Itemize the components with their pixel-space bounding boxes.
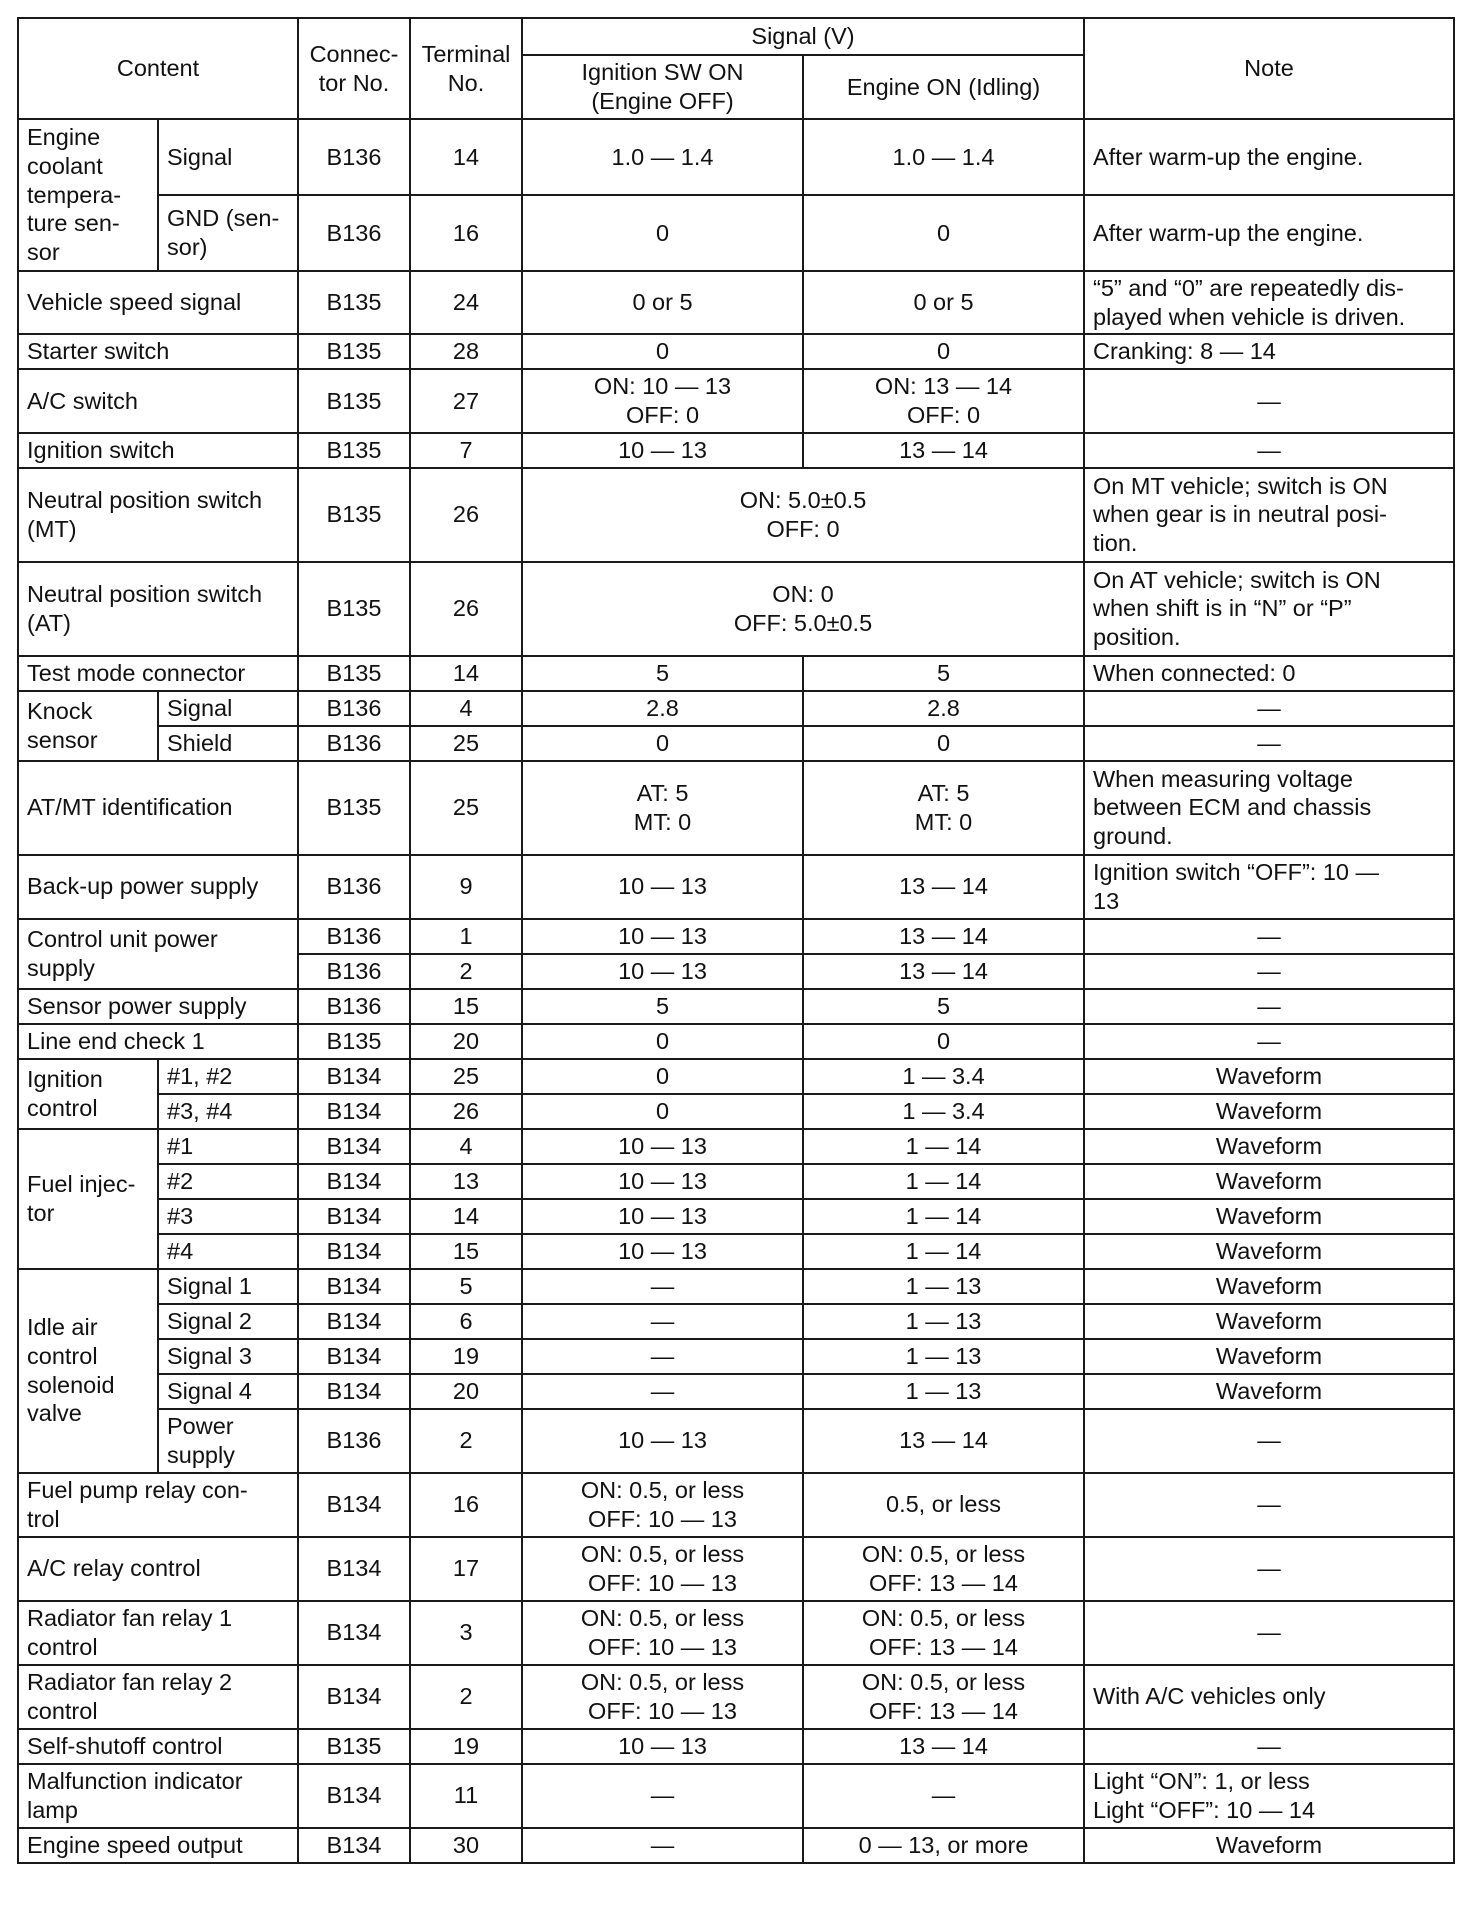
content-cell: Neutral position switch (AT) — [18, 562, 298, 656]
content-subitem-cell: #2 — [158, 1164, 298, 1199]
terminal-no-cell: 14 — [410, 119, 522, 195]
connector-no-cell: B136 — [298, 855, 410, 919]
note-cell: When connected: 0 — [1084, 656, 1454, 691]
terminal-no-cell: 7 — [410, 433, 522, 468]
connector-no-cell: B136 — [298, 691, 410, 726]
connector-no-cell: B134 — [298, 1234, 410, 1269]
note-cell: Waveform — [1084, 1094, 1454, 1129]
signal-engine-on-cell: ON: 13 — 14 OFF: 0 — [803, 369, 1084, 432]
note-cell: — — [1084, 691, 1454, 726]
terminal-no-cell: 28 — [410, 334, 522, 369]
connector-no-cell: B134 — [298, 1339, 410, 1374]
note-cell: — — [1084, 1601, 1454, 1665]
content-subitem-cell: #1, #2 — [158, 1059, 298, 1094]
content-subitem-cell: Signal — [158, 691, 298, 726]
note-cell: Waveform — [1084, 1304, 1454, 1339]
connector-no-cell: B136 — [298, 954, 410, 989]
terminal-no-cell: 14 — [410, 1199, 522, 1234]
signal-engine-on-cell: 13 — 14 — [803, 1409, 1084, 1473]
signal-ignition-on-cell: ON: 0.5, or less OFF: 10 — 13 — [522, 1601, 803, 1665]
note-cell: With A/C vehicles only — [1084, 1665, 1454, 1729]
signal-engine-on-cell: 1 — 14 — [803, 1199, 1084, 1234]
content-subitem-cell: #3 — [158, 1199, 298, 1234]
table-row — [18, 1537, 1454, 1601]
terminal-no-cell: 30 — [410, 1828, 522, 1863]
signal-engine-on-cell: 1 — 13 — [803, 1339, 1084, 1374]
signal-ignition-on-cell: 0 — [522, 1059, 803, 1094]
note-cell: — — [1084, 954, 1454, 989]
content-cell: AT/MT identification — [18, 761, 298, 855]
table-row — [18, 691, 1454, 726]
terminal-no-cell: 20 — [410, 1024, 522, 1059]
terminal-no-cell: 4 — [410, 1129, 522, 1164]
connector-no-cell: B134 — [298, 1269, 410, 1304]
note-cell: Waveform — [1084, 1234, 1454, 1269]
content-subitem-cell: Power supply — [158, 1409, 298, 1473]
signal-engine-on-cell: 0 — [803, 1024, 1084, 1059]
signal-ignition-on-cell: — — [522, 1269, 803, 1304]
signal-engine-on-cell: 1 — 14 — [803, 1129, 1084, 1164]
terminal-no-cell: 11 — [410, 1764, 522, 1828]
content-cell: A/C relay control — [18, 1537, 298, 1601]
terminal-no-cell: 24 — [410, 271, 522, 334]
signal-engine-on-cell: 13 — 14 — [803, 919, 1084, 954]
terminal-no-cell: 15 — [410, 989, 522, 1024]
signal-engine-on-cell: 1.0 — 1.4 — [803, 119, 1084, 195]
table-row — [18, 1234, 1454, 1269]
note-cell: On AT vehicle; switch is ON when shift is in “N” or “P” position. — [1084, 562, 1454, 656]
terminal-no-cell: 15 — [410, 1234, 522, 1269]
signal-ignition-on-cell: 0 — [522, 726, 803, 761]
connector-no-cell: B134 — [298, 1537, 410, 1601]
content-cell: Radiator fan relay 1 control — [18, 1601, 298, 1665]
signal-ignition-on-cell: — — [522, 1374, 803, 1409]
connector-no-cell: B134 — [298, 1199, 410, 1234]
signal-engine-on-cell: 5 — [803, 656, 1084, 691]
terminal-no-cell: 20 — [410, 1374, 522, 1409]
note-cell: — — [1084, 433, 1454, 468]
content-group-cell: Engine coolant tempera- ture sen- sor — [18, 119, 158, 271]
signal-engine-on-cell: 1 — 13 — [803, 1374, 1084, 1409]
content-group-cell: Knock sensor — [18, 691, 158, 761]
terminal-no-cell: 6 — [410, 1304, 522, 1339]
signal-engine-on-cell: ON: 0.5, or less OFF: 13 — 14 — [803, 1537, 1084, 1601]
content-cell: Neutral position switch (MT) — [18, 468, 298, 562]
content-subitem-cell: Shield — [158, 726, 298, 761]
table-row — [18, 369, 1454, 432]
signal-ignition-on-cell: 10 — 13 — [522, 919, 803, 954]
signal-engine-on-cell: AT: 5 MT: 0 — [803, 761, 1084, 855]
table-row — [18, 1094, 1454, 1129]
connector-no-cell: B135 — [298, 1024, 410, 1059]
signal-ignition-on-cell: ON: 10 — 13 OFF: 0 — [522, 369, 803, 432]
signal-ignition-on-cell: — — [522, 1339, 803, 1374]
signal-engine-on-cell: 0.5, or less — [803, 1473, 1084, 1537]
signal-engine-on-cell: 0 — 13, or more — [803, 1828, 1084, 1863]
content-cell: Line end check 1 — [18, 1024, 298, 1059]
signal-engine-on-cell: 13 — 14 — [803, 855, 1084, 919]
connector-no-cell: B135 — [298, 369, 410, 432]
connector-no-cell: B135 — [298, 656, 410, 691]
header-engine-on-idling: Engine ON (Idling) — [803, 55, 1084, 119]
content-subitem-cell: #3, #4 — [158, 1094, 298, 1129]
note-cell: Waveform — [1084, 1059, 1454, 1094]
content-subitem-cell: Signal — [158, 119, 298, 195]
connector-no-cell: B134 — [298, 1374, 410, 1409]
note-cell: After warm-up the engine. — [1084, 195, 1454, 271]
terminal-no-cell: 1 — [410, 919, 522, 954]
connector-no-cell: B136 — [298, 195, 410, 271]
note-cell: — — [1084, 369, 1454, 432]
table-row — [18, 1269, 1454, 1304]
signal-ignition-on-cell: 10 — 13 — [522, 1164, 803, 1199]
table-row — [18, 195, 1454, 271]
note-cell: After warm-up the engine. — [1084, 119, 1454, 195]
signal-ignition-on-cell: 0 — [522, 334, 803, 369]
table-row — [18, 1409, 1454, 1473]
signal-engine-on-cell: 13 — 14 — [803, 433, 1084, 468]
table-row — [18, 989, 1454, 1024]
connector-no-cell: B134 — [298, 1473, 410, 1537]
ecm-terminal-table-page — [17, 17, 1453, 1864]
content-cell: Test mode connector — [18, 656, 298, 691]
terminal-no-cell: 25 — [410, 761, 522, 855]
signal-ignition-on-cell: 10 — 13 — [522, 1729, 803, 1764]
content-subitem-cell: Signal 2 — [158, 1304, 298, 1339]
signal-ignition-on-cell: — — [522, 1764, 803, 1828]
signal-ignition-on-cell: ON: 0.5, or less OFF: 10 — 13 — [522, 1665, 803, 1729]
table-row — [18, 1601, 1454, 1665]
connector-no-cell: B135 — [298, 1729, 410, 1764]
content-cell: Control unit power supply — [18, 919, 298, 989]
signal-engine-on-cell: 13 — 14 — [803, 1729, 1084, 1764]
note-cell: Waveform — [1084, 1164, 1454, 1199]
content-cell: Engine speed output — [18, 1828, 298, 1863]
table-row — [18, 1828, 1454, 1863]
signal-ignition-on-cell: — — [522, 1304, 803, 1339]
connector-no-cell: B136 — [298, 989, 410, 1024]
signal-ignition-on-cell: 10 — 13 — [522, 1199, 803, 1234]
signal-ignition-on-cell: 0 — [522, 1024, 803, 1059]
terminal-no-cell: 17 — [410, 1537, 522, 1601]
note-cell: — — [1084, 1473, 1454, 1537]
content-group-cell: Fuel injec- tor — [18, 1129, 158, 1269]
terminal-no-cell: 3 — [410, 1601, 522, 1665]
note-cell: Waveform — [1084, 1199, 1454, 1234]
note-cell: Ignition switch “OFF”: 10 — 13 — [1084, 855, 1454, 919]
note-cell: — — [1084, 726, 1454, 761]
table-row — [18, 1473, 1454, 1537]
signal-ignition-on-cell: 2.8 — [522, 691, 803, 726]
note-cell: Waveform — [1084, 1339, 1454, 1374]
table-row — [18, 334, 1454, 369]
signal-ignition-on-cell: 10 — 13 — [522, 1129, 803, 1164]
note-cell: Waveform — [1084, 1269, 1454, 1304]
signal-ignition-on-cell: ON: 0.5, or less OFF: 10 — 13 — [522, 1537, 803, 1601]
table-row — [18, 271, 1454, 334]
header-connector-no: Connec- tor No. — [298, 18, 410, 119]
signal-ignition-on-cell: 0 or 5 — [522, 271, 803, 334]
signal-ignition-on-cell: 10 — 13 — [522, 1234, 803, 1269]
content-cell: Self-shutoff control — [18, 1729, 298, 1764]
signal-ignition-on-cell: 10 — 13 — [522, 1409, 803, 1473]
content-subitem-cell: #1 — [158, 1129, 298, 1164]
signal-ignition-on-cell: — — [522, 1828, 803, 1863]
note-cell: Waveform — [1084, 1374, 1454, 1409]
signal-ignition-on-cell: ON: 0.5, or less OFF: 10 — 13 — [522, 1473, 803, 1537]
connector-no-cell: B134 — [298, 1164, 410, 1199]
content-subitem-cell: Signal 4 — [158, 1374, 298, 1409]
connector-no-cell: B135 — [298, 761, 410, 855]
table-body — [18, 119, 1454, 1863]
table-row — [18, 1059, 1454, 1094]
note-cell: — — [1084, 1729, 1454, 1764]
signal-engine-on-cell: 2.8 — [803, 691, 1084, 726]
signal-ignition-on-cell: 10 — 13 — [522, 433, 803, 468]
connector-no-cell: B135 — [298, 433, 410, 468]
terminal-no-cell: 5 — [410, 1269, 522, 1304]
note-cell: On MT vehicle; switch is ON when gear is in neutral posi- tion. — [1084, 468, 1454, 562]
signal-ignition-on-cell: 10 — 13 — [522, 855, 803, 919]
content-cell: Starter switch — [18, 334, 298, 369]
connector-no-cell: B134 — [298, 1665, 410, 1729]
signal-ignition-on-cell: AT: 5 MT: 0 — [522, 761, 803, 855]
connector-no-cell: B134 — [298, 1129, 410, 1164]
table-row — [18, 1729, 1454, 1764]
table-row — [18, 1764, 1454, 1828]
connector-no-cell: B134 — [298, 1094, 410, 1129]
connector-no-cell: B136 — [298, 726, 410, 761]
note-cell: — — [1084, 1537, 1454, 1601]
header-note: Note — [1084, 18, 1454, 119]
signal-engine-on-cell: ON: 0.5, or less OFF: 13 — 14 — [803, 1601, 1084, 1665]
terminal-no-cell: 25 — [410, 726, 522, 761]
signal-merged-cell: ON: 0 OFF: 5.0±0.5 — [522, 562, 1084, 656]
connector-no-cell: B134 — [298, 1764, 410, 1828]
connector-no-cell: B134 — [298, 1601, 410, 1665]
table-row — [18, 1199, 1454, 1234]
content-cell: Malfunction indicator lamp — [18, 1764, 298, 1828]
connector-no-cell: B136 — [298, 119, 410, 195]
terminal-no-cell: 16 — [410, 195, 522, 271]
table-row — [18, 1129, 1454, 1164]
table-row — [18, 855, 1454, 919]
content-cell: Radiator fan relay 2 control — [18, 1665, 298, 1729]
terminal-no-cell: 2 — [410, 954, 522, 989]
terminal-no-cell: 4 — [410, 691, 522, 726]
connector-no-cell: B135 — [298, 271, 410, 334]
header-content: Content — [18, 18, 298, 119]
table-row — [18, 1374, 1454, 1409]
signal-engine-on-cell: 0 — [803, 334, 1084, 369]
terminal-no-cell: 13 — [410, 1164, 522, 1199]
header-signal-v: Signal (V) — [522, 18, 1084, 55]
ecm-terminal-table — [17, 17, 1455, 1864]
table-header — [18, 18, 1454, 119]
terminal-no-cell: 26 — [410, 468, 522, 562]
signal-engine-on-cell: 1 — 13 — [803, 1269, 1084, 1304]
connector-no-cell: B135 — [298, 468, 410, 562]
table-row — [18, 468, 1454, 562]
content-group-cell: Ignition control — [18, 1059, 158, 1129]
signal-engine-on-cell: 1 — 14 — [803, 1234, 1084, 1269]
note-cell: When measuring voltage between ECM and chassis ground. — [1084, 761, 1454, 855]
table-row — [18, 562, 1454, 656]
terminal-no-cell: 2 — [410, 1665, 522, 1729]
terminal-no-cell: 26 — [410, 1094, 522, 1129]
signal-engine-on-cell: — — [803, 1764, 1084, 1828]
terminal-no-cell: 16 — [410, 1473, 522, 1537]
table-row — [18, 119, 1454, 195]
terminal-no-cell: 9 — [410, 855, 522, 919]
signal-engine-on-cell: 0 — [803, 195, 1084, 271]
terminal-no-cell: 19 — [410, 1729, 522, 1764]
terminal-no-cell: 2 — [410, 1409, 522, 1473]
terminal-no-cell: 26 — [410, 562, 522, 656]
content-cell: Fuel pump relay con- trol — [18, 1473, 298, 1537]
signal-engine-on-cell: ON: 0.5, or less OFF: 13 — 14 — [803, 1665, 1084, 1729]
signal-engine-on-cell: 5 — [803, 989, 1084, 1024]
table-row — [18, 726, 1454, 761]
connector-no-cell: B135 — [298, 562, 410, 656]
signal-ignition-on-cell: 10 — 13 — [522, 954, 803, 989]
table-row — [18, 919, 1454, 954]
content-subitem-cell: #4 — [158, 1234, 298, 1269]
note-cell: — — [1084, 1024, 1454, 1059]
table-row — [18, 1665, 1454, 1729]
terminal-no-cell: 25 — [410, 1059, 522, 1094]
note-cell: “5” and “0” are repeatedly dis- played when vehicle is driven. — [1084, 271, 1454, 334]
signal-engine-on-cell: 1 — 3.4 — [803, 1059, 1084, 1094]
content-cell: Sensor power supply — [18, 989, 298, 1024]
connector-no-cell: B134 — [298, 1304, 410, 1339]
content-subitem-cell: Signal 1 — [158, 1269, 298, 1304]
connector-no-cell: B136 — [298, 1409, 410, 1473]
content-cell: A/C switch — [18, 369, 298, 432]
note-cell: — — [1084, 919, 1454, 954]
header-ignition-sw-on: Ignition SW ON (Engine OFF) — [522, 55, 803, 119]
signal-merged-cell: ON: 5.0±0.5 OFF: 0 — [522, 468, 1084, 562]
table-row — [18, 1304, 1454, 1339]
signal-ignition-on-cell: 0 — [522, 195, 803, 271]
note-cell: — — [1084, 1409, 1454, 1473]
signal-engine-on-cell: 0 or 5 — [803, 271, 1084, 334]
connector-no-cell: B135 — [298, 334, 410, 369]
content-cell: Vehicle speed signal — [18, 271, 298, 334]
note-cell: Light “ON”: 1, or less Light “OFF”: 10 — 14 — [1084, 1764, 1454, 1828]
note-cell: Cranking: 8 — 14 — [1084, 334, 1454, 369]
table-row — [18, 1024, 1454, 1059]
table-row — [18, 656, 1454, 691]
signal-ignition-on-cell: 5 — [522, 989, 803, 1024]
terminal-no-cell: 27 — [410, 369, 522, 432]
signal-ignition-on-cell: 0 — [522, 1094, 803, 1129]
note-cell: Waveform — [1084, 1129, 1454, 1164]
signal-ignition-on-cell: 1.0 — 1.4 — [522, 119, 803, 195]
signal-engine-on-cell: 1 — 14 — [803, 1164, 1084, 1199]
content-cell: Ignition switch — [18, 433, 298, 468]
connector-no-cell: B134 — [298, 1059, 410, 1094]
table-row — [18, 433, 1454, 468]
content-group-cell: Idle air control solenoid valve — [18, 1269, 158, 1473]
signal-engine-on-cell: 1 — 13 — [803, 1304, 1084, 1339]
terminal-no-cell: 19 — [410, 1339, 522, 1374]
table-row — [18, 1164, 1454, 1199]
content-subitem-cell: Signal 3 — [158, 1339, 298, 1374]
table-row — [18, 1339, 1454, 1374]
signal-ignition-on-cell: 5 — [522, 656, 803, 691]
content-subitem-cell: GND (sen- sor) — [158, 195, 298, 271]
connector-no-cell: B134 — [298, 1828, 410, 1863]
header-terminal-no: Terminal No. — [410, 18, 522, 119]
table-row — [18, 761, 1454, 855]
connector-no-cell: B136 — [298, 919, 410, 954]
signal-engine-on-cell: 1 — 3.4 — [803, 1094, 1084, 1129]
terminal-no-cell: 14 — [410, 656, 522, 691]
signal-engine-on-cell: 0 — [803, 726, 1084, 761]
note-cell: — — [1084, 989, 1454, 1024]
signal-engine-on-cell: 13 — 14 — [803, 954, 1084, 989]
note-cell: Waveform — [1084, 1828, 1454, 1863]
content-cell: Back-up power supply — [18, 855, 298, 919]
